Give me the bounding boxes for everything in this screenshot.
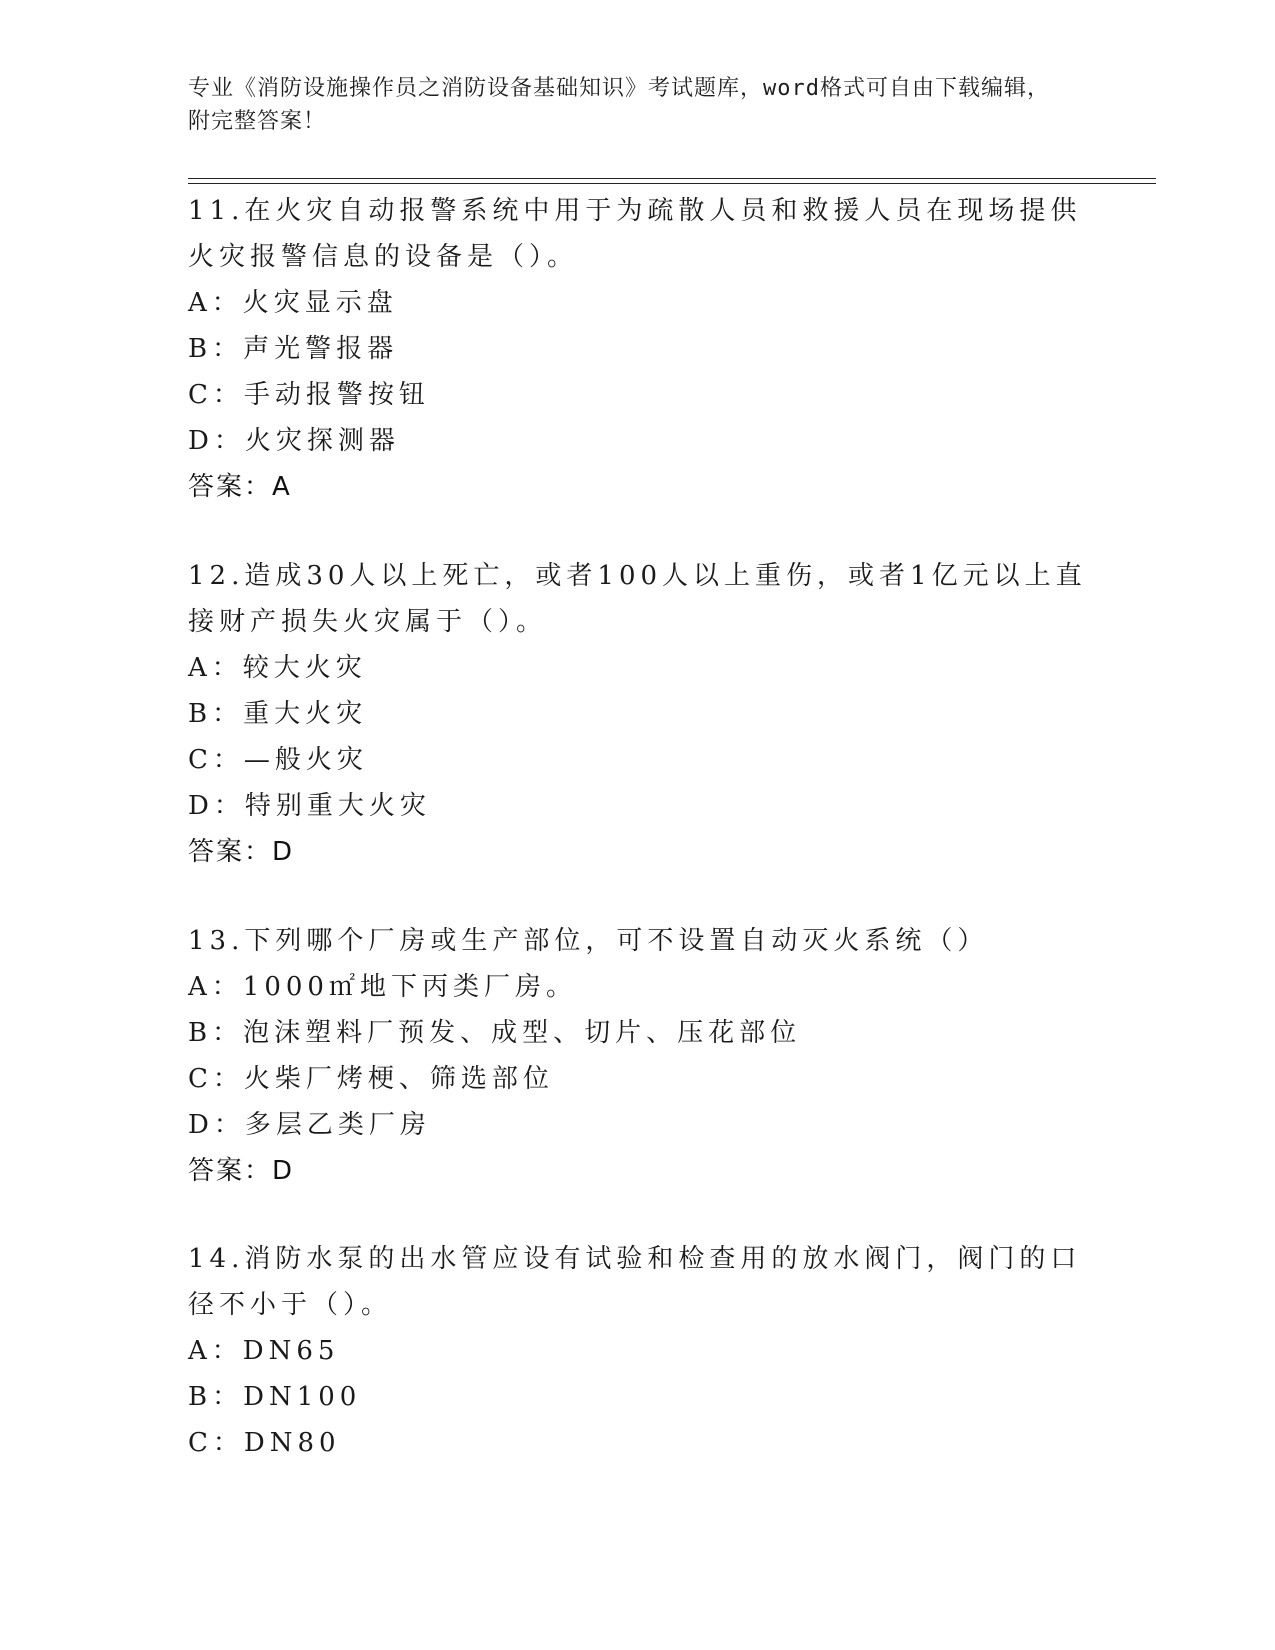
question-12 (188, 553, 1088, 875)
option-b: B：DN100 (188, 1382, 362, 1412)
option-a: A：火灾显示盘 (188, 288, 398, 318)
question-stem: 13.下列哪个厂房或生产部位，可不设置自动灭火系统（） (188, 926, 989, 956)
question-stem: 11.在火灾自动报警系统中用于为疏散人员和救援人员在现场提供火灾报警信息的设备是（）。 (188, 196, 1082, 272)
answer-line: 答案：D (188, 837, 295, 867)
option-d: D：特别重大火灾 (188, 791, 431, 821)
question-11 (188, 188, 1088, 510)
header-divider-top (188, 178, 1156, 179)
option-a: A：较大火灾 (188, 653, 367, 683)
document-header: 专业《消防设施操作员之消防设备基础知识》考试题库，word格式可自由下载编辑，附完整答案！ (188, 76, 1050, 134)
question-stem: 12.造成30人以上死亡，或者100人以上重伤，或者1亿元以上直接财产损失火灾属于（）。 (188, 561, 1087, 637)
answer-line: 答案：D (188, 1156, 295, 1186)
question-stem: 14.消防水泵的出水管应设有试验和检查用的放水阀门，阀门的口径不小于（）。 (188, 1244, 1082, 1320)
question-14 (188, 1236, 1088, 1466)
option-b: B：声光警报器 (188, 334, 399, 364)
option-c: C：手动报警按钮 (188, 380, 430, 410)
option-b: B：重大火灾 (188, 699, 368, 729)
header-divider-bottom (188, 183, 1156, 184)
option-c: C：火柴厂烤梗、筛选部位 (188, 1064, 554, 1094)
option-a: A：DN65 (188, 1336, 340, 1366)
option-b: B：泡沫塑料厂预发、成型、切片、压花部位 (188, 1018, 802, 1048)
question-13 (188, 918, 1088, 1194)
option-d: D：火灾探测器 (188, 426, 400, 456)
option-d: D：多层乙类厂房 (188, 1110, 431, 1140)
option-c: C：—般火灾 (188, 745, 368, 775)
option-c: C：DN80 (188, 1428, 341, 1458)
option-a: A：1000㎡地下丙类厂房。 (188, 972, 577, 1002)
answer-line: 答案：A (188, 472, 292, 502)
